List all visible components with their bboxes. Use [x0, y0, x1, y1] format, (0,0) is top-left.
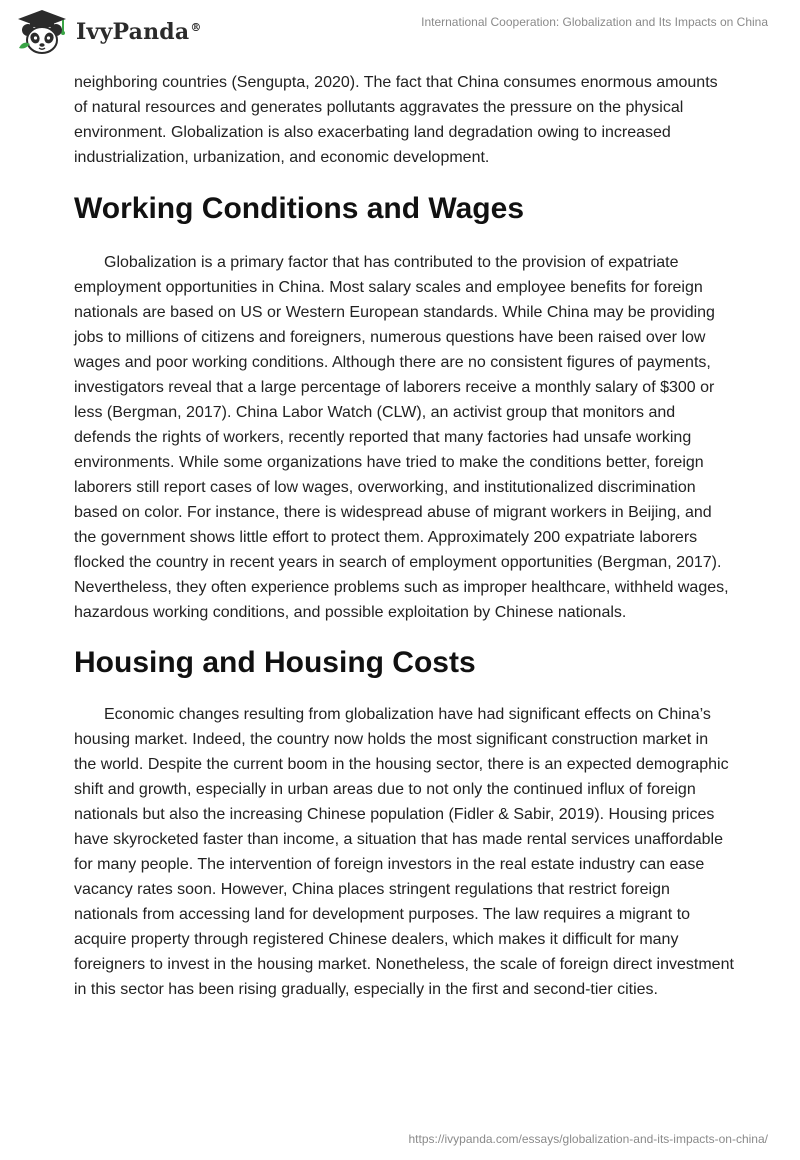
- brand-name-text: IvyPanda: [76, 19, 190, 45]
- brand-name: [76, 19, 202, 45]
- panda-graduate-icon: [14, 8, 70, 56]
- section-paragraph-working-conditions: Globalization is a primary factor that has contributed to the provision of expatriate employment opportunities in China. Most salary scales and employee benefits for foreign nationals are based on US or Western European standards. While China may be providing jobs to millions of citizens and foreigners, numerous questions have been raised over low wages and poor working conditions. Although there are no consistent figures of payments, investigators reveal that a large percentage of laborers receive a monthly salary of $300 or less (Bergman, 2017). China Labor Watch (CLW), an activist group that monitors and defends the rights of workers, recently reported that many factories had unsafe working environments. While some organizations have tried to make the conditions better, foreign laborers still report cases of low wages, overworking, and institutionalized discrimination based on color. For instance, there is widespread abuse of migrant workers in Beijing, and the government shows little effort to protect them. Approximately 200 expatriate laborers flocked the country in recent years in search of employment opportunities (Bergman, 2017). Nevertheless, they often experience problems such as improper healthcare, withheld wages, hazardous working conditions, and possible exploitation by Chinese nationals.: [74, 254, 729, 621]
- section-heading-working-conditions: Working Conditions and Wages: [74, 192, 524, 225]
- section-paragraph-housing: Economic changes resulting from globalization have had significant effects on China’s housing market. Indeed, the country now holds the most significant construction market in the world. Despite the current boom in the housing sector, there is an expected demographic shift and growth, especially in urban areas due to not only the continued influx of foreign nationals but also the increasing Chinese population (Fidler & Sabir, 2019). Housing prices have skyrocketed faster than income, a situation that has made rental services unaffordable for many people. The intervention of foreign investors in the real estate industry can ease vacancy rates soon. However, China places stringent regulations that restrict foreign nationals from accessing land for development purposes. The law requires a migrant to acquire property through registered Chinese dealers, which makes it difficult for many foreigners to invest in the housing market. Nonetheless, the scale of foreign direct investment in this sector has been rising gradually, especially in the first and second-tier cities.: [74, 706, 734, 998]
- section-heading-housing: Housing and Housing Costs: [74, 646, 476, 679]
- brand-registered-mark: ®: [190, 20, 202, 34]
- ivypanda-logo[interactable]: [14, 8, 202, 56]
- page-header: [0, 0, 800, 60]
- document-title: International Cooperation: Globalization and Its Impacts on China: [421, 15, 768, 29]
- essay-content: [74, 70, 734, 1002]
- intro-paragraph: neighboring countries (Sengupta, 2020). The fact that China consumes enormous amounts of natural resources and generates pollutants aggravates the pressure on the physical environment. Globalization is also exacerbating land degradation owing to increased industrialization, urbanization, and economic development.: [74, 74, 718, 166]
- source-url[interactable]: https://ivypanda.com/essays/globalization-and-its-impacts-on-china/: [408, 1132, 768, 1146]
